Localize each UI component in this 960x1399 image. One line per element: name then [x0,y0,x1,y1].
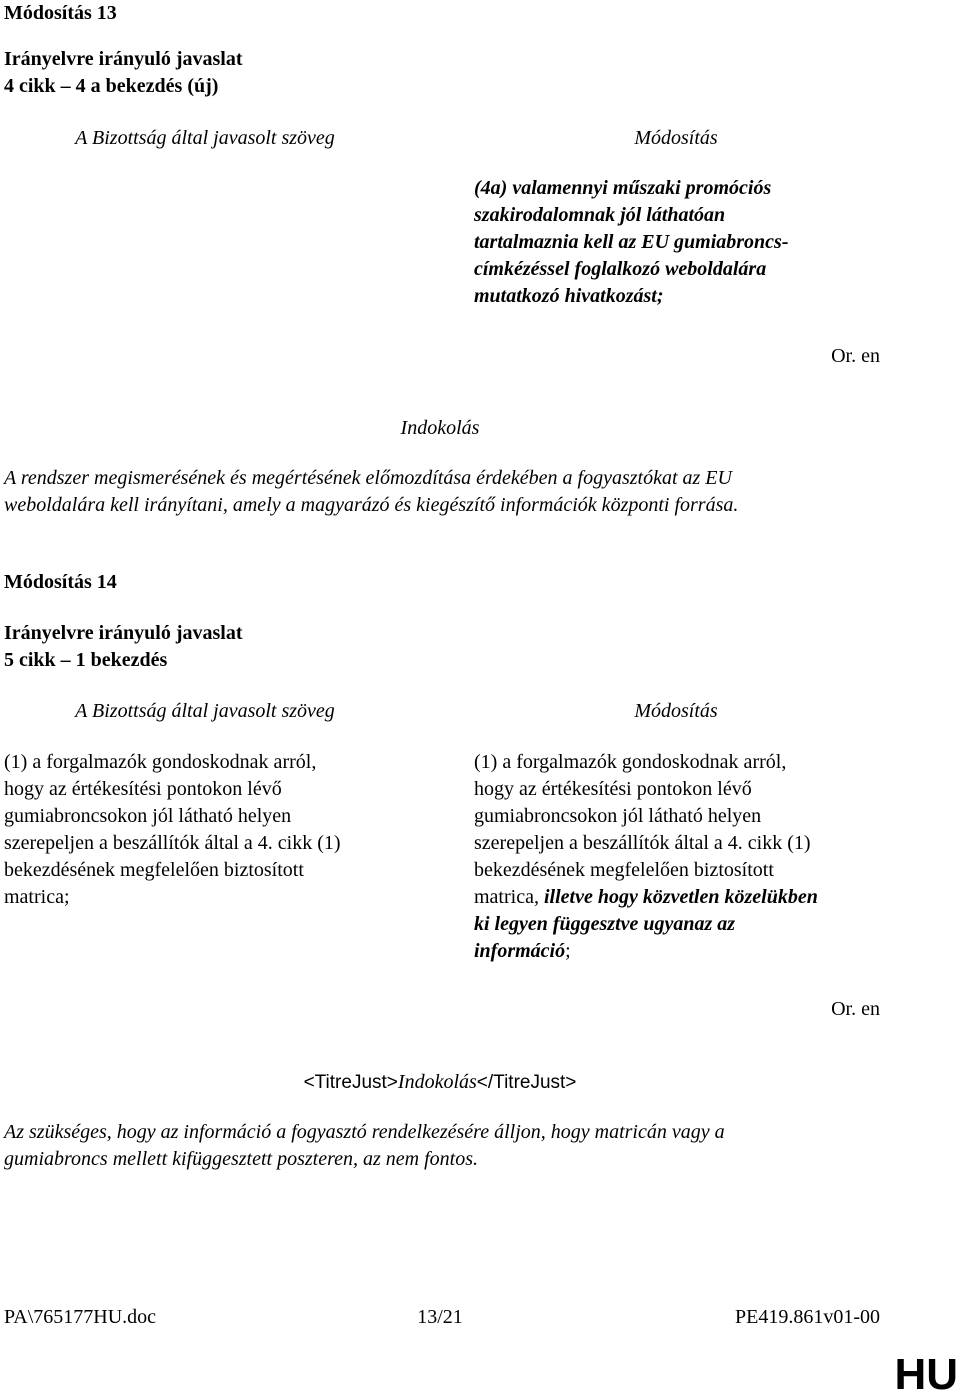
text-line: szerepeljen a beszállítók által a 4. cikk (1) [4,832,341,854]
tag-close: </TitreJust> [476,1072,577,1093]
text-line: gumiabroncs mellett kifüggesztett poszteren, az nem fontos. [4,1148,479,1170]
amendment-14-original-language: Or. en [831,998,880,1020]
text-line: Az szükséges, hogy az információ a fogyasztó rendelkezésére álljon, hogy matricán vagy a [4,1121,725,1143]
amendment-13-left-header: A Bizottság által javasolt szöveg [75,127,335,149]
amendment-14-right-header: Módosítás [634,700,718,722]
plain-text: ; [565,940,571,962]
text-line: gumiabroncsokon jól látható helyen [474,805,762,827]
amendment-13-proposal: Irányelvre irányuló javaslat [4,48,243,70]
footer-page-number: 13/21 [417,1306,463,1328]
text-line: címkézéssel foglalkozó weboldalára [474,258,767,280]
amendment-14-proposal: Irányelvre irányuló javaslat [4,622,243,644]
amendment-14-right-text [474,749,818,965]
amendment-14-justification-title [0,1069,880,1096]
text-line [474,938,818,965]
justification-title-text: Indokolás [397,1071,477,1093]
text-line: szerepeljen a beszállítók által a 4. cikk (1) [474,832,811,854]
amendment-13-original-language: Or. en [831,345,880,367]
amendment-14-title: Módosítás 14 [4,571,117,593]
text-line: gumiabroncsokon jól látható helyen [4,805,292,827]
amendment-14-left-text [4,749,341,911]
footer-doc-reference: PA\765177HU.doc [4,1306,157,1328]
text-line: hogy az értékesítési pontokon lévő [474,778,752,800]
tag-open: <TitreJust> [303,1072,398,1093]
plain-text: matrica, [474,886,544,908]
text-line: mutatkozó hivatkozást; [474,285,664,307]
amendment-14-justification [4,1119,725,1173]
amendment-13-justification [4,465,738,519]
text-line: (1) a forgalmazók gondoskodnak arról, [474,751,787,773]
amendment-14-article: 5 cikk – 1 bekezdés [4,649,168,671]
text-line: weboldalára kell irányítani, amely a magyarázó és kiegészítő információk központi forrása. [4,494,739,516]
footer-pe-reference: PE419.861v01-00 [735,1306,880,1328]
text-line: szakirodalomnak jól láthatóan [474,204,726,226]
text-line [474,911,818,938]
amendment-14-left-header: A Bizottság által javasolt szöveg [75,700,335,722]
text-line: (1) a forgalmazók gondoskodnak arról, [4,751,317,773]
amendment-13-title: Módosítás 13 [4,2,117,24]
text-line: tartalmaznia kell az EU gumiabroncs- [474,231,789,253]
text-line: bekezdésének megfelelően biztosított [4,859,304,881]
amendment-13-right-text [474,175,789,310]
amendment-13-right-header: Módosítás [634,127,718,149]
text-line: A rendszer megismerésének és megértésének előmozdítása érdekében a fogyasztókat az EU [4,467,732,489]
amended-text: információ [474,940,566,962]
text-line: hogy az értékesítési pontokon lévő [4,778,282,800]
text-line: matrica; [4,886,70,908]
amendment-13-justification-title: Indokolás [400,417,480,439]
amended-text: ki legyen függesztve ugyanaz az [474,913,736,935]
footer-language-code: HU [894,1350,958,1399]
amendment-13-article: 4 cikk – 4 a bekezdés (új) [4,75,219,97]
text-line: bekezdésének megfelelően biztosított [474,859,774,881]
text-line: (4a) valamennyi műszaki promóciós [474,177,772,199]
text-line [474,884,818,911]
amended-text: illetve hogy közvetlen közelükben [543,886,818,908]
